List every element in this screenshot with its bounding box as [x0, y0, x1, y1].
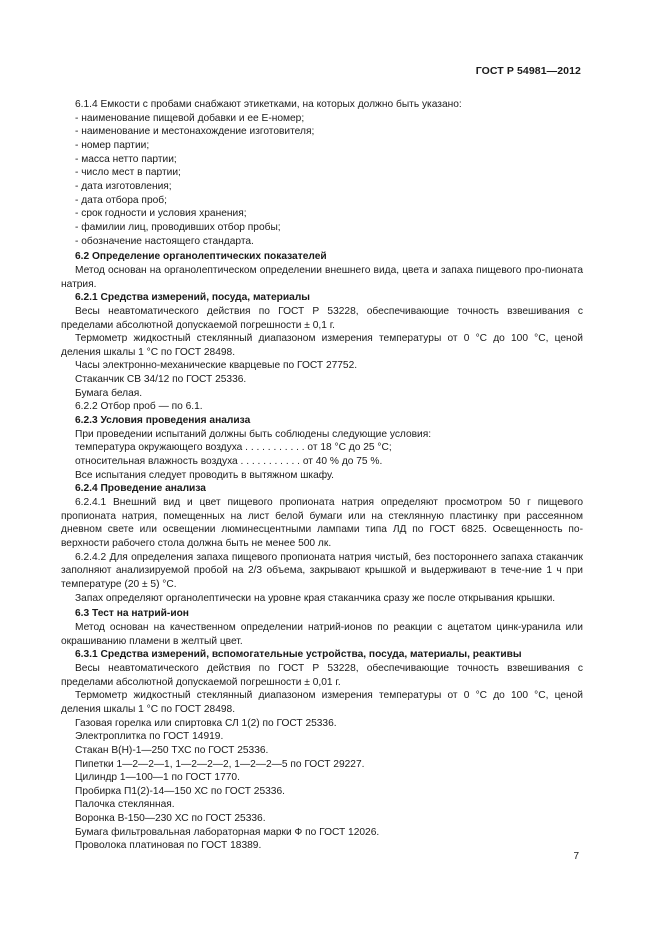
paragraph: Пипетки 1—2—2—1, 1—2—2—2, 1—2—2—5 по ГОСТ 29227.	[75, 758, 365, 770]
list-item: - наименование пищевой добавки и ее Е-номер;	[75, 112, 305, 124]
section-heading: 6.2.1 Средства измерений, посуда, материалы	[75, 292, 311, 304]
paragraph: относительная влажность воздуха . . . . . . . . . . . от 40 % до 75 %.	[75, 456, 383, 468]
paragraph: Все испытания следует проводить в вытяжном шкафу.	[75, 469, 334, 481]
paragraph: Воронка В-150—230 ХС по ГОСТ 25336.	[75, 813, 266, 825]
paragraph: Весы неавтоматического действия по ГОСТ Р 53228, обеспечивающие точность взвешивания с пределами абсолютной допускаемой погрешности ± 0,01 г.	[61, 662, 583, 688]
paragraph: 6.1.4 Емкости с пробами снабжают этикетками, на которых должно быть указано:	[75, 99, 462, 110]
paragraph: 6.2.4.1 Внешний вид и цвет пищевого пропионата натрия определяют просмотром 50 г пищевого пропионата натрия, помещенных на лист белой бумаги или на стеклянную пластинку при рассеянном дневном свете или освещении люминесцентными лампами типа ЛД по ГОСТ 6825. Освещенность по-верхности рабочего стола должна быть не менее 500 лк.	[61, 497, 583, 549]
paragraph: Стакан В(Н)-1—250 ТХС по ГОСТ 25336.	[75, 744, 269, 756]
section-heading: 6.3.1 Средства измерений, вспомогательные устройства, посуда, материалы, реактивы	[75, 649, 522, 661]
document-body	[61, 98, 583, 853]
paragraph: Метод основан на органолептическом определении внешнего вида, цвета и запаха пищевого про-пионата натрия.	[61, 264, 583, 290]
list-item: - дата изготовления;	[75, 180, 172, 192]
paragraph: Термометр жидкостный стеклянный диапазоном измерения температуры от 0 °С до 100 °С, ценой деления шкалы 1 °С по ГОСТ 28498.	[61, 690, 583, 715]
list-item: - дата отбора проб;	[75, 194, 167, 206]
paragraph: Часы электронно-механические кварцевые по ГОСТ 27752.	[75, 360, 358, 372]
paragraph: Запах определяют органолептически на уровне края стаканчика сразу же после открывания крышки.	[75, 592, 556, 604]
list-item: - число мест в партии;	[75, 167, 181, 179]
paragraph: Стаканчик СВ 34/12 по ГОСТ 25336.	[75, 374, 247, 386]
paragraph: Бумага белая.	[75, 387, 143, 399]
paragraph: Палочка стеклянная.	[75, 799, 175, 811]
list-item: - обозначение настоящего стандарта.	[75, 235, 254, 247]
paragraph: Метод основан на качественном определении натрий-ионов по реакции с ацетатом цинк-уранила или окрашиванию пламени в желтый цвет.	[61, 621, 583, 647]
list-item: - масса нетто партии;	[75, 153, 177, 165]
list-item: - наименование и местонахождение изготовителя;	[75, 126, 315, 138]
list-item: - срок годности и условия хранения;	[75, 208, 247, 220]
paragraph: 6.2.4.2 Для определения запаха пищевого пропионата натрия чистый, без постороннего запаха стаканчик заполняют анализируемой пробой на 2/3 объема, закрывают крышкой и выдерживают в тече-ние 1 ч при температуре (20 ± 5) °С.	[61, 551, 583, 590]
paragraph: Бумага фильтровальная лабораторная марки Ф по ГОСТ 12026.	[75, 826, 380, 838]
paragraph: температура окружающего воздуха . . . . . . . . . . . от 18 °С до 25 °С;	[75, 442, 392, 454]
paragraph: Газовая горелка или спиртовка СЛ 1(2) по ГОСТ 25336.	[75, 717, 337, 729]
paragraph: 6.2.2 Отбор проб — по 6.1.	[75, 401, 203, 413]
paragraph: Электроплитка по ГОСТ 14919.	[75, 731, 224, 743]
section-heading: 6.2.3 Условия проведения анализа	[75, 415, 251, 427]
paragraph: Цилиндр 1—100—1 по ГОСТ 1770.	[75, 772, 240, 784]
paragraph: При проведении испытаний должны быть соблюдены следующие условия:	[75, 428, 432, 440]
section-heading: 6.2 Определение органолептических показателей	[75, 251, 327, 263]
list-item: - фамилии лиц, проводивших отбор пробы;	[75, 221, 281, 233]
document-header: ГОСТ Р 54981—2012	[475, 65, 581, 77]
section-heading: 6.3 Тест на натрий-ион	[75, 608, 189, 620]
section-heading: 6.2.4 Проведение анализа	[75, 483, 206, 495]
page-number: 7	[573, 851, 579, 862]
list-item: - номер партии;	[75, 139, 150, 151]
paragraph: Пробирка П1(2)-14—150 ХС по ГОСТ 25336.	[75, 785, 285, 797]
paragraph: Весы неавтоматического действия по ГОСТ Р 53228, обеспечивающие точность взвешивания с пределами абсолютной допускаемой погрешности ± 0,1 г.	[61, 305, 583, 331]
paragraph: Термометр жидкостный стеклянный диапазоном измерения температуры от 0 °С до 100 °С, ценой деления шкалы 1 °С по ГОСТ 28498.	[61, 333, 583, 358]
paragraph: Проволока платиновая по ГОСТ 18389.	[75, 840, 262, 852]
